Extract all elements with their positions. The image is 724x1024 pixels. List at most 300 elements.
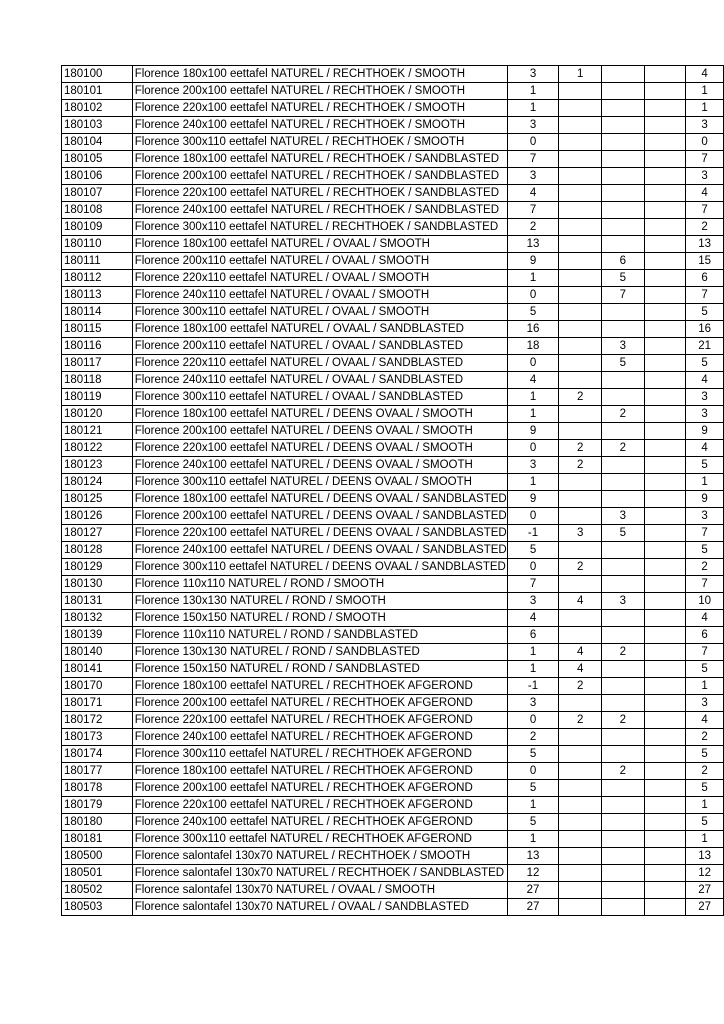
cell-qty-1: 0 <box>507 134 559 151</box>
cell-qty-3: 3 <box>601 508 644 525</box>
cell-description: Florence 150x150 NATUREL / ROND / SMOOTH <box>132 610 507 627</box>
cell-qty-1: 5 <box>507 304 559 321</box>
table-row <box>62 865 724 882</box>
cell-qty-4 <box>644 389 686 406</box>
table-row <box>62 168 724 185</box>
cell-total: 4 <box>686 712 724 729</box>
inventory-table <box>61 65 724 916</box>
cell-qty-4 <box>644 100 686 117</box>
table-row <box>62 389 724 406</box>
cell-qty-4 <box>644 151 686 168</box>
cell-article-code: 180171 <box>62 695 133 712</box>
cell-total: 21 <box>686 338 724 355</box>
cell-qty-2 <box>559 491 602 508</box>
cell-article-code: 180113 <box>62 287 133 304</box>
cell-description: Florence 300x110 eettafel NATUREL / RECHTHOEK AFGEROND <box>132 746 507 763</box>
cell-description: Florence 180x100 eettafel NATUREL / OVAAL / SANDBLASTED <box>132 321 507 338</box>
cell-qty-4 <box>644 542 686 559</box>
cell-article-code: 180122 <box>62 440 133 457</box>
cell-article-code: 180115 <box>62 321 133 338</box>
cell-article-code: 180130 <box>62 576 133 593</box>
cell-qty-3 <box>601 627 644 644</box>
cell-qty-3 <box>601 389 644 406</box>
cell-description: Florence 300x110 eettafel NATUREL / DEENS OVAAL / SMOOTH <box>132 474 507 491</box>
cell-total: 9 <box>686 491 724 508</box>
cell-qty-4 <box>644 831 686 848</box>
cell-description: Florence 240x100 eettafel NATUREL / RECHTHOEK AFGEROND <box>132 814 507 831</box>
table-row <box>62 355 724 372</box>
table-row <box>62 423 724 440</box>
cell-qty-4 <box>644 474 686 491</box>
cell-total: 4 <box>686 610 724 627</box>
cell-total: 9 <box>686 423 724 440</box>
cell-qty-4 <box>644 219 686 236</box>
cell-qty-3 <box>601 185 644 202</box>
cell-total: 6 <box>686 627 724 644</box>
cell-qty-3 <box>601 219 644 236</box>
cell-qty-2: 2 <box>559 712 602 729</box>
table-row <box>62 83 724 100</box>
cell-qty-4 <box>644 185 686 202</box>
cell-article-code: 180170 <box>62 678 133 695</box>
cell-qty-4 <box>644 440 686 457</box>
cell-qty-2 <box>559 508 602 525</box>
cell-qty-2 <box>559 287 602 304</box>
table-row <box>62 763 724 780</box>
cell-description: Florence 300x110 eettafel NATUREL / OVAAL / SANDBLASTED <box>132 389 507 406</box>
cell-qty-1: 5 <box>507 780 559 797</box>
table-row <box>62 253 724 270</box>
cell-description: Florence 220x100 eettafel NATUREL / RECHTHOEK / SMOOTH <box>132 100 507 117</box>
cell-qty-4 <box>644 202 686 219</box>
cell-qty-2 <box>559 763 602 780</box>
cell-qty-3 <box>601 882 644 899</box>
cell-qty-4 <box>644 644 686 661</box>
cell-total: 13 <box>686 236 724 253</box>
cell-qty-1: 1 <box>507 474 559 491</box>
table-row <box>62 66 724 83</box>
cell-qty-1: 2 <box>507 729 559 746</box>
cell-qty-3 <box>601 202 644 219</box>
cell-qty-1: 12 <box>507 865 559 882</box>
cell-qty-2: 2 <box>559 457 602 474</box>
cell-total: 2 <box>686 729 724 746</box>
table-row <box>62 712 724 729</box>
cell-qty-3 <box>601 729 644 746</box>
cell-qty-2 <box>559 338 602 355</box>
cell-article-code: 180108 <box>62 202 133 219</box>
cell-total: 1 <box>686 474 724 491</box>
cell-article-code: 180109 <box>62 219 133 236</box>
cell-qty-3 <box>601 372 644 389</box>
cell-qty-1: 27 <box>507 899 559 916</box>
cell-description: Florence 220x100 eettafel NATUREL / RECHTHOEK AFGEROND <box>132 712 507 729</box>
cell-total: 1 <box>686 100 724 117</box>
cell-description: Florence 220x110 eettafel NATUREL / OVAAL / SANDBLASTED <box>132 355 507 372</box>
cell-article-code: 180501 <box>62 865 133 882</box>
cell-qty-1: 0 <box>507 355 559 372</box>
cell-qty-4 <box>644 304 686 321</box>
cell-qty-1: 4 <box>507 372 559 389</box>
cell-total: 0 <box>686 134 724 151</box>
cell-description: Florence 200x100 eettafel NATUREL / RECHTHOEK AFGEROND <box>132 695 507 712</box>
cell-qty-4 <box>644 848 686 865</box>
cell-qty-2 <box>559 117 602 134</box>
cell-article-code: 180101 <box>62 83 133 100</box>
cell-qty-4 <box>644 610 686 627</box>
cell-qty-4 <box>644 372 686 389</box>
cell-qty-4 <box>644 814 686 831</box>
cell-total: 15 <box>686 253 724 270</box>
cell-qty-2 <box>559 542 602 559</box>
table-row <box>62 270 724 287</box>
table-row <box>62 593 724 610</box>
cell-description: Florence 200x100 eettafel NATUREL / RECHTHOEK / SANDBLASTED <box>132 168 507 185</box>
cell-article-code: 180105 <box>62 151 133 168</box>
table-row <box>62 185 724 202</box>
cell-article-code: 180503 <box>62 899 133 916</box>
cell-qty-2 <box>559 321 602 338</box>
cell-description: Florence 110x110 NATUREL / ROND / SANDBLASTED <box>132 627 507 644</box>
cell-article-code: 180106 <box>62 168 133 185</box>
cell-qty-2: 3 <box>559 525 602 542</box>
cell-description: Florence 300x110 eettafel NATUREL / RECHTHOEK AFGEROND <box>132 831 507 848</box>
table-row <box>62 321 724 338</box>
table-row <box>62 151 724 168</box>
cell-qty-3 <box>601 899 644 916</box>
cell-article-code: 180179 <box>62 797 133 814</box>
cell-article-code: 180181 <box>62 831 133 848</box>
cell-qty-4 <box>644 270 686 287</box>
cell-article-code: 180131 <box>62 593 133 610</box>
cell-qty-1: 6 <box>507 627 559 644</box>
cell-total: 5 <box>686 457 724 474</box>
cell-qty-4 <box>644 406 686 423</box>
table-row <box>62 695 724 712</box>
cell-qty-2 <box>559 253 602 270</box>
cell-qty-2 <box>559 372 602 389</box>
cell-total: 1 <box>686 678 724 695</box>
cell-qty-4 <box>644 66 686 83</box>
cell-description: Florence 130x130 NATUREL / ROND / SMOOTH <box>132 593 507 610</box>
cell-qty-3 <box>601 865 644 882</box>
cell-article-code: 180126 <box>62 508 133 525</box>
cell-qty-2: 2 <box>559 559 602 576</box>
table-row <box>62 117 724 134</box>
cell-qty-1: 2 <box>507 219 559 236</box>
cell-qty-4 <box>644 746 686 763</box>
cell-description: Florence 300x110 eettafel NATUREL / OVAAL / SMOOTH <box>132 304 507 321</box>
cell-qty-3 <box>601 321 644 338</box>
cell-article-code: 180117 <box>62 355 133 372</box>
cell-total: 5 <box>686 661 724 678</box>
table-row <box>62 440 724 457</box>
cell-qty-3 <box>601 661 644 678</box>
cell-article-code: 180128 <box>62 542 133 559</box>
cell-qty-3 <box>601 66 644 83</box>
cell-qty-4 <box>644 695 686 712</box>
cell-qty-4 <box>644 525 686 542</box>
cell-total: 1 <box>686 83 724 100</box>
cell-qty-3: 2 <box>601 712 644 729</box>
table-row <box>62 848 724 865</box>
cell-qty-2 <box>559 695 602 712</box>
cell-description: Florence 240x100 eettafel NATUREL / RECHTHOEK / SANDBLASTED <box>132 202 507 219</box>
cell-qty-2 <box>559 423 602 440</box>
cell-qty-3 <box>601 559 644 576</box>
cell-qty-4 <box>644 763 686 780</box>
cell-qty-1: 1 <box>507 644 559 661</box>
cell-description: Florence 220x100 eettafel NATUREL / DEENS OVAAL / SMOOTH <box>132 440 507 457</box>
cell-article-code: 180140 <box>62 644 133 661</box>
cell-article-code: 180120 <box>62 406 133 423</box>
cell-qty-1: 7 <box>507 202 559 219</box>
cell-article-code: 180172 <box>62 712 133 729</box>
cell-qty-2 <box>559 746 602 763</box>
cell-description: Florence 180x100 eettafel NATUREL / DEENS OVAAL / SMOOTH <box>132 406 507 423</box>
cell-article-code: 180116 <box>62 338 133 355</box>
cell-qty-3 <box>601 423 644 440</box>
table-row <box>62 304 724 321</box>
cell-description: Florence 240x100 eettafel NATUREL / RECHTHOEK / SMOOTH <box>132 117 507 134</box>
cell-article-code: 180173 <box>62 729 133 746</box>
cell-qty-2: 2 <box>559 678 602 695</box>
cell-qty-2 <box>559 780 602 797</box>
cell-description: Florence 240x100 eettafel NATUREL / RECHTHOEK AFGEROND <box>132 729 507 746</box>
cell-article-code: 180174 <box>62 746 133 763</box>
cell-qty-4 <box>644 287 686 304</box>
cell-qty-2 <box>559 134 602 151</box>
cell-description: Florence 180x100 eettafel NATUREL / OVAAL / SMOOTH <box>132 236 507 253</box>
table-row <box>62 542 724 559</box>
cell-description: Florence salontafel 130x70 NATUREL / OVAAL / SANDBLASTED <box>132 899 507 916</box>
cell-qty-1: -1 <box>507 525 559 542</box>
cell-qty-4 <box>644 559 686 576</box>
cell-qty-1: 5 <box>507 542 559 559</box>
cell-qty-4 <box>644 593 686 610</box>
cell-qty-3 <box>601 134 644 151</box>
cell-article-code: 180127 <box>62 525 133 542</box>
table-row <box>62 219 724 236</box>
cell-description: Florence 200x100 eettafel NATUREL / DEENS OVAAL / SMOOTH <box>132 423 507 440</box>
cell-qty-2: 1 <box>559 66 602 83</box>
cell-qty-3: 2 <box>601 644 644 661</box>
table-row <box>62 287 724 304</box>
cell-qty-3: 3 <box>601 338 644 355</box>
table-row <box>62 525 724 542</box>
cell-qty-2 <box>559 848 602 865</box>
cell-qty-2 <box>559 83 602 100</box>
cell-qty-1: 7 <box>507 576 559 593</box>
cell-qty-3: 5 <box>601 525 644 542</box>
cell-qty-2: 2 <box>559 440 602 457</box>
cell-description: Florence 200x100 eettafel NATUREL / RECHTHOEK / SMOOTH <box>132 83 507 100</box>
cell-qty-3: 3 <box>601 593 644 610</box>
inventory-table-body <box>62 66 724 916</box>
cell-qty-2 <box>559 151 602 168</box>
cell-qty-1: 18 <box>507 338 559 355</box>
cell-qty-3: 5 <box>601 355 644 372</box>
cell-qty-2: 4 <box>559 661 602 678</box>
cell-qty-3 <box>601 83 644 100</box>
cell-description: Florence 180x100 eettafel NATUREL / RECHTHOEK / SANDBLASTED <box>132 151 507 168</box>
cell-qty-1: 4 <box>507 185 559 202</box>
cell-description: Florence salontafel 130x70 NATUREL / RECHTHOEK / SMOOTH <box>132 848 507 865</box>
table-row <box>62 746 724 763</box>
cell-article-code: 180132 <box>62 610 133 627</box>
cell-description: Florence 180x100 eettafel NATUREL / RECHTHOEK AFGEROND <box>132 678 507 695</box>
cell-qty-2 <box>559 882 602 899</box>
cell-total: 5 <box>686 304 724 321</box>
cell-article-code: 180129 <box>62 559 133 576</box>
cell-qty-3: 2 <box>601 440 644 457</box>
cell-qty-1: 0 <box>507 559 559 576</box>
cell-qty-3 <box>601 304 644 321</box>
table-row <box>62 134 724 151</box>
cell-description: Florence 300x110 eettafel NATUREL / RECHTHOEK / SANDBLASTED <box>132 219 507 236</box>
cell-total: 27 <box>686 882 724 899</box>
cell-qty-1: 9 <box>507 423 559 440</box>
table-row <box>62 899 724 916</box>
cell-qty-3: 6 <box>601 253 644 270</box>
cell-qty-3 <box>601 168 644 185</box>
cell-total: 5 <box>686 814 724 831</box>
cell-qty-1: 1 <box>507 797 559 814</box>
cell-qty-1: 3 <box>507 457 559 474</box>
cell-total: 3 <box>686 117 724 134</box>
cell-qty-1: 1 <box>507 831 559 848</box>
cell-qty-2 <box>559 797 602 814</box>
cell-total: 7 <box>686 644 724 661</box>
cell-article-code: 180100 <box>62 66 133 83</box>
cell-qty-1: 5 <box>507 746 559 763</box>
table-row <box>62 491 724 508</box>
cell-total: 5 <box>686 746 724 763</box>
cell-description: Florence 150x150 NATUREL / ROND / SANDBLASTED <box>132 661 507 678</box>
cell-qty-3: 2 <box>601 406 644 423</box>
cell-total: 6 <box>686 270 724 287</box>
cell-total: 3 <box>686 695 724 712</box>
cell-qty-4 <box>644 134 686 151</box>
table-row <box>62 644 724 661</box>
cell-qty-4 <box>644 882 686 899</box>
cell-total: 3 <box>686 168 724 185</box>
cell-description: Florence 220x100 eettafel NATUREL / DEENS OVAAL / SANDBLASTED <box>132 525 507 542</box>
cell-description: Florence 220x100 eettafel NATUREL / RECHTHOEK AFGEROND <box>132 797 507 814</box>
cell-qty-4 <box>644 576 686 593</box>
cell-qty-3 <box>601 780 644 797</box>
cell-qty-2 <box>559 576 602 593</box>
cell-qty-2 <box>559 100 602 117</box>
cell-qty-1: 0 <box>507 763 559 780</box>
cell-qty-1: 7 <box>507 151 559 168</box>
cell-qty-1: 0 <box>507 287 559 304</box>
cell-qty-1: 27 <box>507 882 559 899</box>
cell-total: 1 <box>686 797 724 814</box>
cell-qty-1: 13 <box>507 236 559 253</box>
cell-description: Florence 220x100 eettafel NATUREL / RECHTHOEK / SANDBLASTED <box>132 185 507 202</box>
cell-total: 5 <box>686 780 724 797</box>
cell-total: 3 <box>686 508 724 525</box>
cell-qty-4 <box>644 661 686 678</box>
cell-article-code: 180102 <box>62 100 133 117</box>
cell-qty-4 <box>644 712 686 729</box>
cell-article-code: 180141 <box>62 661 133 678</box>
cell-total: 2 <box>686 763 724 780</box>
cell-qty-1: 9 <box>507 491 559 508</box>
cell-qty-1: 1 <box>507 406 559 423</box>
table-row <box>62 559 724 576</box>
cell-article-code: 180178 <box>62 780 133 797</box>
cell-qty-4 <box>644 321 686 338</box>
cell-article-code: 180121 <box>62 423 133 440</box>
cell-qty-3 <box>601 746 644 763</box>
cell-qty-2 <box>559 729 602 746</box>
cell-qty-4 <box>644 117 686 134</box>
cell-qty-4 <box>644 236 686 253</box>
cell-qty-3 <box>601 695 644 712</box>
cell-total: 7 <box>686 576 724 593</box>
cell-qty-1: 4 <box>507 610 559 627</box>
cell-total: 4 <box>686 185 724 202</box>
cell-total: 4 <box>686 66 724 83</box>
cell-qty-4 <box>644 729 686 746</box>
cell-total: 3 <box>686 389 724 406</box>
cell-qty-2 <box>559 202 602 219</box>
cell-article-code: 180119 <box>62 389 133 406</box>
table-row <box>62 882 724 899</box>
cell-qty-4 <box>644 780 686 797</box>
table-row <box>62 457 724 474</box>
cell-qty-1: 0 <box>507 508 559 525</box>
cell-total: 1 <box>686 831 724 848</box>
cell-qty-1: 5 <box>507 814 559 831</box>
cell-qty-3 <box>601 151 644 168</box>
cell-qty-4 <box>644 253 686 270</box>
cell-qty-3 <box>601 814 644 831</box>
cell-qty-4 <box>644 508 686 525</box>
cell-qty-2 <box>559 406 602 423</box>
cell-qty-2 <box>559 814 602 831</box>
cell-description: Florence 240x110 eettafel NATUREL / OVAAL / SANDBLASTED <box>132 372 507 389</box>
cell-qty-2 <box>559 219 602 236</box>
cell-qty-3 <box>601 474 644 491</box>
cell-qty-4 <box>644 168 686 185</box>
cell-qty-2 <box>559 831 602 848</box>
cell-qty-2 <box>559 270 602 287</box>
cell-qty-1: -1 <box>507 678 559 695</box>
cell-qty-3 <box>601 236 644 253</box>
cell-qty-4 <box>644 627 686 644</box>
cell-qty-4 <box>644 457 686 474</box>
table-row <box>62 814 724 831</box>
cell-qty-3 <box>601 610 644 627</box>
cell-qty-1: 1 <box>507 661 559 678</box>
cell-article-code: 180110 <box>62 236 133 253</box>
cell-description: Florence 180x100 eettafel NATUREL / RECHTHOEK / SMOOTH <box>132 66 507 83</box>
table-row <box>62 236 724 253</box>
cell-article-code: 180112 <box>62 270 133 287</box>
cell-total: 27 <box>686 899 724 916</box>
cell-description: Florence 200x100 eettafel NATUREL / RECHTHOEK AFGEROND <box>132 780 507 797</box>
cell-qty-4 <box>644 899 686 916</box>
cell-total: 10 <box>686 593 724 610</box>
cell-description: Florence 180x100 eettafel NATUREL / DEENS OVAAL / SANDBLASTED <box>132 491 507 508</box>
cell-description: Florence 240x100 eettafel NATUREL / DEENS OVAAL / SANDBLASTED <box>132 542 507 559</box>
cell-description: Florence 110x110 NATUREL / ROND / SMOOTH <box>132 576 507 593</box>
cell-qty-3 <box>601 491 644 508</box>
cell-description: Florence 200x100 eettafel NATUREL / DEENS OVAAL / SANDBLASTED <box>132 508 507 525</box>
